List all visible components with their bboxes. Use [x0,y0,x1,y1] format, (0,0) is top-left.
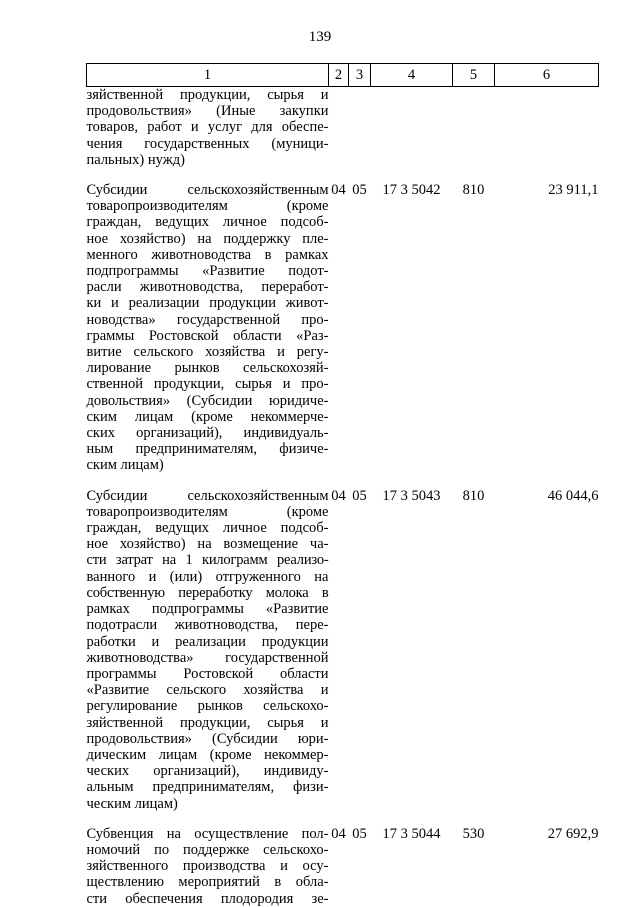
text-line: зяйственного производства и осу- [86,858,329,875]
header-col-6: 6 [495,64,599,87]
table-row [87,826,599,907]
text-line: номочий по поддержке сельскохо- [86,841,329,858]
header-col-3: 3 [349,64,371,87]
text-line: витие сельского хозяйства и регу- [86,344,329,361]
text-line: ным предпринимателям, физиче- [86,441,329,458]
header-col-5: 5 [453,64,495,87]
text-line: альным предпринимателям, физи- [86,779,329,796]
text-line: граждан, ведущих личное подсоб- [86,214,329,231]
text-line: продовольствия» (Иные закупки [86,103,329,120]
cell-target-code: 17 3 5042 [382,182,441,199]
text-line: подотрасли животноводства, пере- [86,617,329,634]
text-line: лирование рынков сельскохозяй- [86,360,329,377]
text-line: ских организаций), индивидуаль- [86,425,329,442]
text-line: ческих организаций), индивиду- [86,763,329,780]
text-line: ное хозяйство) на поддержку пле- [86,230,329,247]
text-line: Субвенция на осуществление пол- [86,825,329,842]
text-line: довольствия» (Субсидии юридиче- [86,392,329,409]
text-line: ческим лицам) [86,795,178,812]
text-line: граждан, ведущих личное подсоб- [86,520,329,537]
row-description [87,182,329,474]
table-header-row [87,64,599,87]
text-line: «Развитие сельского хозяйства и [86,682,329,699]
cell-amount: 46 044,6 [547,487,599,504]
text-line: регулирование рынков сельскохо- [86,698,329,715]
text-line: собственную переработку молока в [86,584,329,601]
cell-expense-type: 810 [462,487,485,504]
text-line: сти обеспечения плодородия зе- [86,890,329,907]
text-line: товаропроизводителям (кроме [86,198,329,215]
table-row [87,182,599,474]
cell-section: 04 [331,825,346,842]
text-line: ки и реализации продукции живот- [86,295,329,312]
cell-subsection: 05 [352,182,367,199]
cell-expense-type: 810 [462,182,485,199]
text-line: зяйственной продукции, сырья и [86,714,329,731]
budget-table [86,63,599,907]
text-line: пальных) нужд) [86,151,185,168]
row-description [87,488,329,812]
text-line: ное хозяйство) на возмещение ча- [86,536,329,553]
text-line: ским лицам) [86,457,164,474]
text-line: товаров, работ и услуг для обеспе- [86,119,329,136]
text-line: ственной продукции, сырья и про- [86,376,329,393]
row-description [87,826,329,907]
text-line: зяйственной продукции, сырья и [86,87,329,103]
text-line: граммы Ростовской области «Раз- [86,327,329,344]
cell-subsection: 05 [352,825,367,842]
text-line: расли животноводства, переработ- [86,279,329,296]
text-line: животноводства» государственной [86,649,329,666]
text-line: работки и реализации продукции [86,633,329,650]
cell-target-code: 17 3 5044 [382,825,441,842]
cell-amount: 23 911,1 [548,182,599,199]
text-line: ским лицам (кроме некоммерче- [86,408,329,425]
cell-section: 04 [331,487,346,504]
page-number: 139 [308,29,332,45]
header-col-4: 4 [371,64,453,87]
text-line: дическим лицам (кроме некоммер- [86,746,329,763]
text-line: чения государственных (муници- [86,135,329,152]
cell-subsection: 05 [352,487,367,504]
text-line: подпрограммы «Развитие подот- [86,263,329,280]
cell-section: 04 [331,182,346,199]
header-col-1: 1 [87,64,329,87]
header-col-2: 2 [329,64,349,87]
row-description [87,87,329,169]
text-line: сти затрат на 1 килограмм реализо- [86,552,329,569]
text-line: ванного и (или) отгруженного на [86,568,329,585]
text-line: Субсидии сельскохозяйственным [86,182,329,199]
text-line: продовольствия» (Субсидии юри- [86,730,329,747]
text-line: программы Ростовской области [86,665,329,682]
cell-expense-type: 530 [462,825,485,842]
table-row [87,488,599,812]
text-line: новодства» государственной про- [86,311,329,328]
text-line: менного животноводства в рамках [86,246,329,263]
table-row-continuation [87,87,599,169]
text-line: рамках подпрограммы «Развитие [86,601,329,618]
text-line: товаропроизводителям (кроме [86,503,329,520]
text-line: Субсидии сельскохозяйственным [86,487,329,504]
cell-amount: 27 692,9 [547,825,599,842]
text-line: ществлению мероприятий в обла- [86,874,329,891]
cell-target-code: 17 3 5043 [382,487,441,504]
